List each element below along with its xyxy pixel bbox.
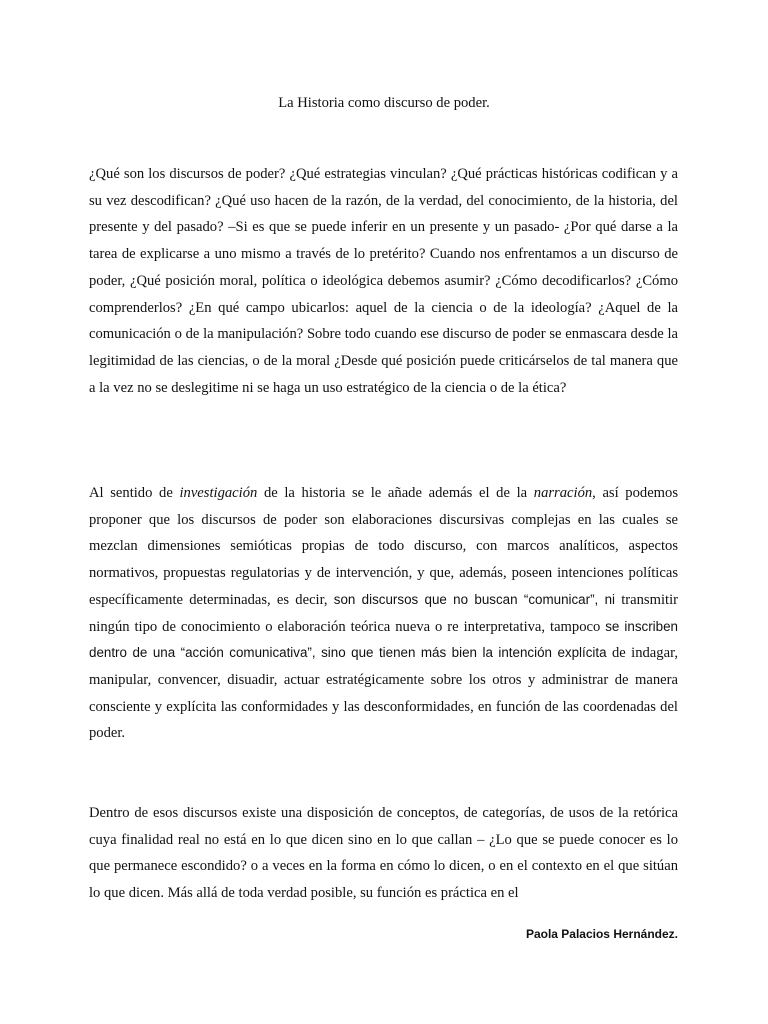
paragraph-3: Dentro de esos discursos existe una disposición de conceptos, de categorías, de usos de la retórica cuya finalidad real no está en lo que dicen sino en lo que callan – ¿Lo que se puede conocer es lo que permanece escondido? o a veces en la forma en cómo lo dicen, o en el contexto en el que sitúan lo que dicen. Más allá de toda verdad posible, su función es práctica en el: [89, 805, 678, 902]
paragraph-2-emphasis-investigacion: investigación: [179, 485, 258, 501]
paragraph-2-sans-run-2: se inscriben dentro de una “acción comunicativa”, sino que tienen más bien la intención explícita: [89, 618, 678, 661]
document-title: La Historia como discurso de poder.: [278, 95, 490, 111]
paragraph-2-emphasis-narracion: narración: [533, 485, 593, 501]
paragraph-2-text-5: de indagar, manipular, convencer, disuadir, actuar estratégicamente sobre los otros y administrar de manera consciente y explícita las conformidades y las desconformidades, en función de las coordenadas del poder.: [89, 645, 678, 742]
paragraph-2-text-3: , así podemos proponer que los discursos de poder son elaboraciones discursivas complejas en las cuales se mezclan dimensiones semióticas propias de todo discurso, con marcos analíticos, aspectos normativos, propuestas regulatorias y de intervención, y que, además, poseen intenciones políticas específicamente determinadas, es decir,: [89, 485, 678, 608]
paragraph-2: [89, 480, 678, 747]
paragraph-2-text-2: de la historia se le añade además el de la: [257, 485, 534, 501]
paragraph-2-text-1: Al sentido de: [89, 485, 180, 501]
paragraph-2-text-4: transmitir ningún tipo de conocimiento o elaboración teórica nueva o re interpretativa, tampoco: [89, 591, 678, 635]
paragraph-1: ¿Qué son los discursos de poder? ¿Qué estrategias vinculan? ¿Qué prácticas históricas codifican y a su vez descodifican? ¿Qué uso hacen de la razón, de la verdad, del conocimiento, de la historia, del presente y del pasado? –Si es que se puede inferir en un presente y un pasado- ¿Por qué darse a la tarea de explicarse a uno mismo a través de lo pretérito? Cuando nos enfrentamos a un discurso de poder, ¿Qué posición moral, política o ideológica debemos asumir? ¿Cómo decodificarlos? ¿Cómo comprenderlos? ¿En qué campo ubicarlos: aquel de la ciencia o de la ideología? ¿Aquel de la comunicación o de la manipulación? Sobre todo cuando ese discurso de poder se enmascara desde la legitimidad de las ciencias, o de la moral ¿Desde qué posición puede criticárselos de tal manera que a la vez no se deslegitime ni se haga un uso estratégico de la ciencia o de la ética?: [89, 166, 678, 396]
paragraph-2-sans-run-1: son discursos que no buscan “comunicar”, ni: [333, 591, 615, 607]
author-signature: Paola Palacios Hernández.: [525, 927, 678, 941]
